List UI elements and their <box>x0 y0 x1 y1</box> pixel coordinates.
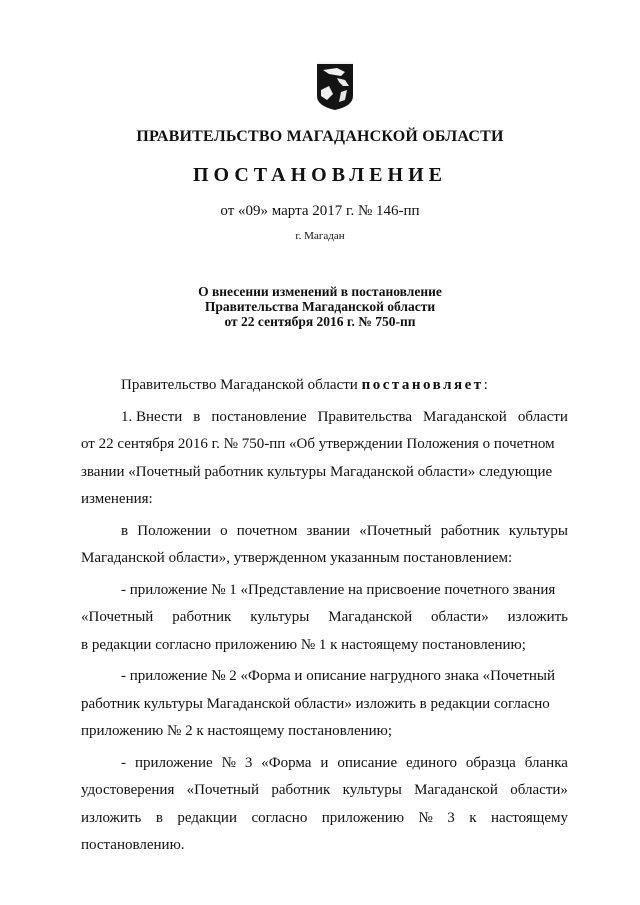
word: работник <box>172 609 232 625</box>
text-line <box>81 518 568 546</box>
word: редакции <box>177 809 237 826</box>
word: культуры <box>342 782 402 798</box>
text-line: в редакции согласно приложению № 1 к настоящему постановлению; <box>81 636 526 653</box>
word: согласно <box>251 809 308 826</box>
preamble-text: Правительство Магаданской области <box>121 377 362 393</box>
text-line <box>81 604 568 632</box>
word: Магаданской <box>328 609 413 625</box>
word: почетном <box>236 522 298 539</box>
word: звании <box>306 522 351 539</box>
preamble-colon: : <box>483 377 488 393</box>
word: к <box>469 809 477 826</box>
subject-line: от 22 сентября 2016 г. № 750-пп <box>224 314 416 329</box>
word: постановление <box>211 408 307 425</box>
word: культуры <box>250 609 310 625</box>
word: бланка <box>524 754 568 771</box>
preamble <box>81 372 568 400</box>
word: описание <box>337 754 398 771</box>
document-body <box>81 372 568 860</box>
word: 3 <box>244 754 253 771</box>
word: удостоверения <box>81 782 175 798</box>
preamble-verb: постановляет <box>361 377 484 393</box>
text-line: - приложение № 1 «Представление на присвоение почетного звания <box>121 581 556 598</box>
text-line: изменения: <box>81 491 153 507</box>
text-line: работник культуры Магаданской области» изложить в редакции согласно <box>81 695 550 712</box>
word: культуры <box>508 522 568 539</box>
text-line <box>81 750 568 778</box>
word: настоящему <box>490 809 568 826</box>
word: Магаданской <box>422 408 507 425</box>
word: «Почетный <box>359 522 432 539</box>
document-city: г. Магадан <box>295 230 345 242</box>
text-line: Магаданской области», утвержденном указанным постановлением: <box>81 550 513 566</box>
word: изложить <box>81 809 142 826</box>
word: в <box>155 809 163 826</box>
word: области» <box>510 782 568 798</box>
word: 1. Внести <box>121 408 183 425</box>
paragraph-5 <box>81 750 568 860</box>
text-line <box>81 777 568 805</box>
word: Магаданской <box>414 782 498 798</box>
text-line: постановлению. <box>81 837 185 853</box>
word: области» <box>431 609 489 625</box>
word: изложить <box>507 609 568 625</box>
word: - <box>121 754 126 771</box>
subject-line: Правительства Магаданской области <box>204 299 436 314</box>
document-type: ПОСТАНОВЛЕНИЕ <box>193 164 447 186</box>
subject-line: О внесении изменений в постановление <box>198 284 442 299</box>
document-date-number: от «09» марта 2017 г. № 146-пп <box>220 203 420 219</box>
paragraph-4 <box>81 663 568 746</box>
text-line <box>81 404 568 432</box>
word: области <box>517 408 568 425</box>
word: Правительства <box>317 408 412 425</box>
word: «Форма <box>261 754 312 771</box>
word: Положении <box>137 522 211 539</box>
text-line: - приложение № 2 «Форма и описание нагрудного знака «Почетный <box>121 668 556 684</box>
word: работник <box>440 522 500 539</box>
magadan-region-coat-of-arms-icon <box>315 60 355 112</box>
word: единого <box>406 754 457 771</box>
word: «Почетный <box>81 609 154 625</box>
text-line: звании «Почетный работник культуры Магаданской области» следующие <box>81 463 553 480</box>
paragraph-1 <box>81 404 568 514</box>
government-title: ПРАВИТЕЛЬСТВО МАГАДАНСКОЙ ОБЛАСТИ <box>136 128 504 145</box>
paragraph-3 <box>81 577 568 660</box>
word: № <box>418 809 433 826</box>
word: и <box>320 754 329 771</box>
word: 3 <box>447 809 455 826</box>
text-line <box>81 805 568 833</box>
word: работник <box>271 782 331 798</box>
word: приложение <box>134 754 213 771</box>
word: приложению <box>321 809 405 826</box>
word: «Почетный <box>186 782 260 798</box>
word: № <box>221 754 236 771</box>
word: о <box>220 522 228 539</box>
word: образца <box>465 754 516 771</box>
word: в <box>121 522 129 539</box>
paragraph-2 <box>81 518 568 573</box>
word: в <box>193 408 201 425</box>
text-line: приложению № 2 к настоящему постановлению; <box>81 723 393 739</box>
text-line: от 22 сентября 2016 г. № 750-пп «Об утверждении Положения о почетном <box>81 436 555 452</box>
document-subject <box>0 284 640 329</box>
